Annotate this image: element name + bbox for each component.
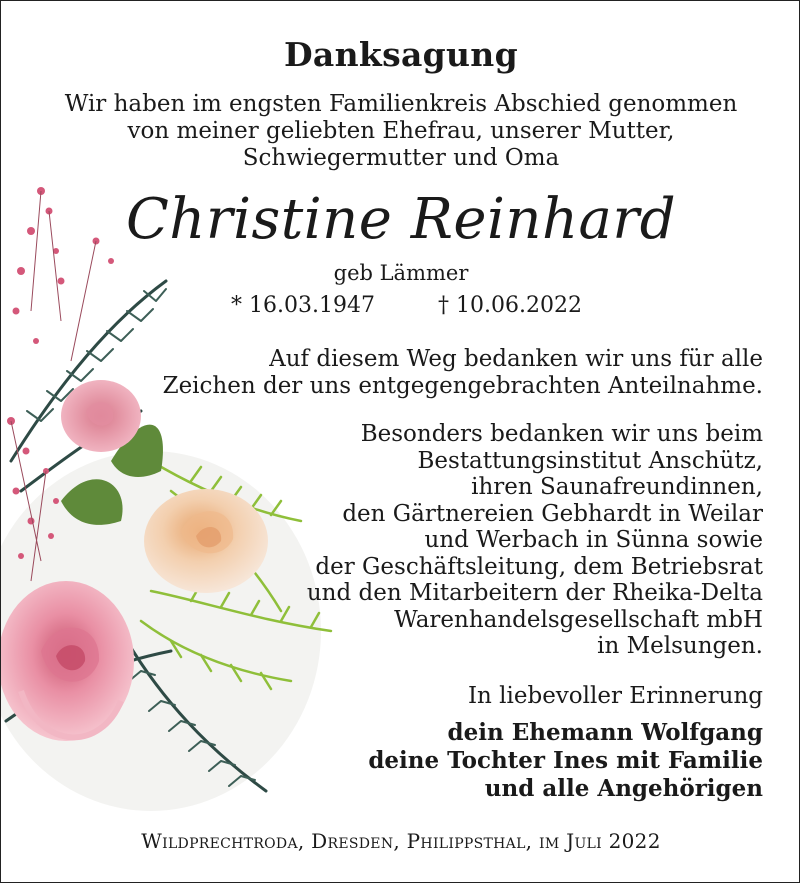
maiden-name: geb Lämmer bbox=[333, 261, 469, 285]
signer-line: deine Tochter Ines mit Familie bbox=[368, 747, 763, 774]
birth-date: * 16.03.1947 bbox=[231, 293, 375, 318]
thanks-paragraph bbox=[163, 346, 763, 399]
special-thanks-line: ihren Saunafreundinnen, bbox=[471, 474, 763, 500]
signer-line: und alle Angehörigen bbox=[484, 775, 763, 802]
special-thanks-line: und Werbach in Sünna sowie bbox=[424, 527, 763, 553]
thanks-line: Auf diesem Weg bedanken wir uns für alle bbox=[269, 346, 763, 372]
special-thanks-line: den Gärtnereien Gebhardt in Weilar bbox=[342, 500, 763, 527]
deceased-name: Christine Reinhard bbox=[125, 187, 677, 252]
special-thanks-line: Warenhandelsgesellschaft mbH bbox=[394, 606, 763, 633]
intro-text bbox=[1, 91, 800, 172]
intro-line: Schwiegermutter und Oma bbox=[242, 145, 560, 171]
life-dates bbox=[1, 293, 800, 323]
special-thanks-line: der Geschäftsleitung, dem Betriebsrat bbox=[315, 553, 763, 580]
signers bbox=[368, 719, 763, 803]
special-thanks-line: Besonders bedanken wir uns beim bbox=[360, 421, 763, 447]
remembrance-line: In liebevoller Erinnerung bbox=[467, 683, 763, 709]
thanks-line: Zeichen der uns entgegengebrachten Anteilnahme. bbox=[162, 372, 763, 399]
intro-line: Wir haben im engsten Familienkreis Abschied genommen bbox=[64, 91, 738, 117]
signer-line: dein Ehemann Wolfgang bbox=[447, 719, 763, 746]
special-thanks-line: in Melsungen. bbox=[597, 633, 763, 659]
special-thanks-line: und den Mitarbeitern der Rheika-Delta bbox=[306, 580, 763, 606]
special-thanks-line: Bestattungsinstitut Anschütz, bbox=[417, 447, 763, 474]
death-date: † 10.06.2022 bbox=[438, 293, 582, 318]
special-thanks-paragraph bbox=[307, 421, 763, 660]
intro-line: von meiner geliebten Ehefrau, unserer Mutter, bbox=[127, 118, 675, 144]
place-date-footer: Wildprechtroda, Dresden, Philippsthal, im Juli 2022 bbox=[141, 829, 661, 853]
notice-title: Danksagung bbox=[284, 35, 518, 74]
